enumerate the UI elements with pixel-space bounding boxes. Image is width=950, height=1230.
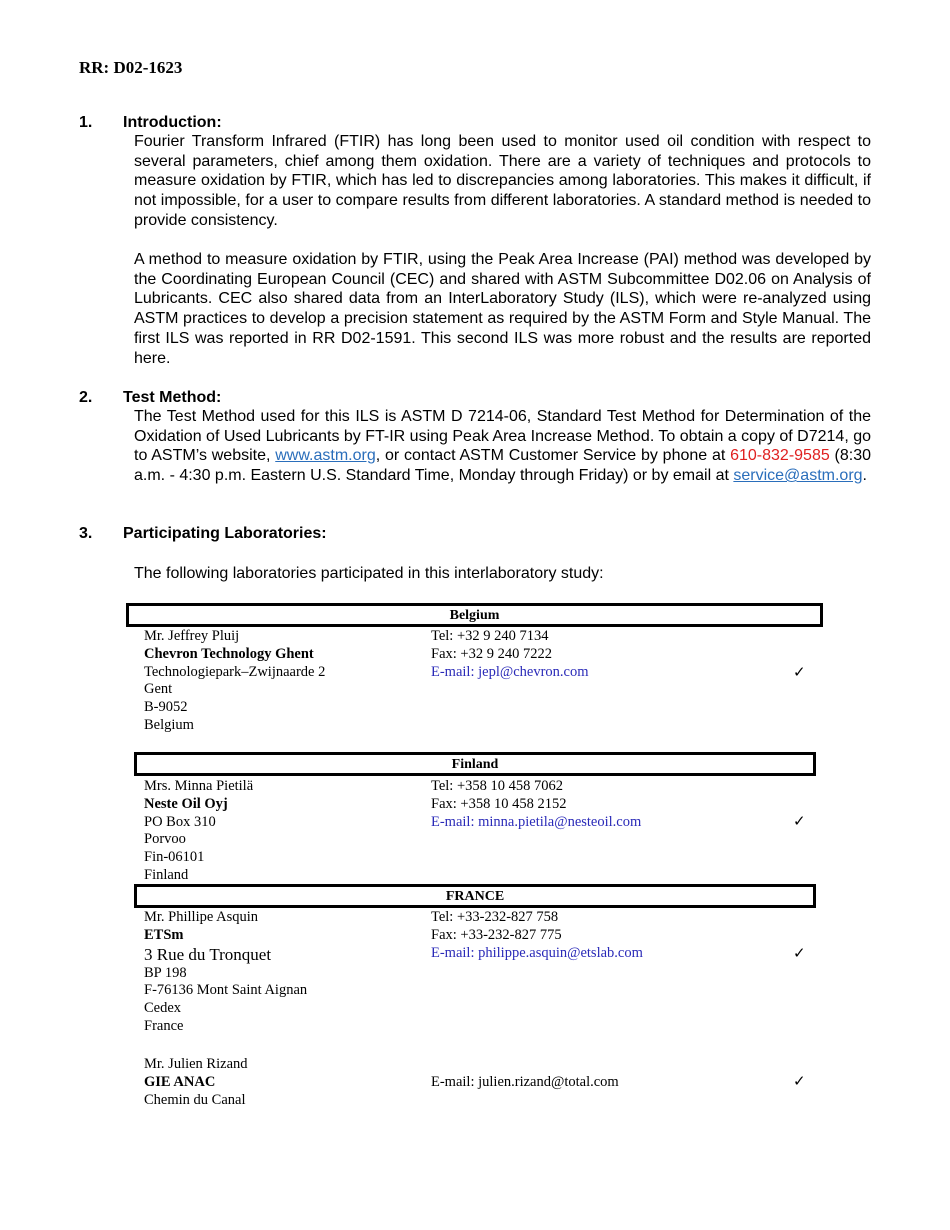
labs-intro: The following laboratories participated in this interlaboratory study: bbox=[134, 565, 604, 582]
country-header-france: FRANCE bbox=[134, 884, 816, 908]
address-line: PO Box 310 bbox=[144, 813, 216, 830]
country-header-belgium: Belgium bbox=[126, 603, 823, 627]
intro-paragraph-1-text: Fourier Transform Infrared (FTIR) has long been used to monitor used oil condition with respect to several parameters, chief among them oxidation. There are a variety of techniques and protocols to measure oxidation by FTIR, which has led to discrepancies among laboratories. This makes it difficult, if not impossible, for a user to compare results from different laboratories. A standard method is needed to provide consistency. bbox=[134, 133, 871, 229]
address-street: 3 Rue du Tronquet bbox=[144, 944, 272, 964]
customer-service-phone: 610-832-9585 bbox=[730, 447, 830, 465]
lab-france-2-address bbox=[144, 1056, 248, 1109]
address-line: France bbox=[144, 1017, 184, 1034]
lab-france-1-address bbox=[144, 909, 307, 1036]
lab-email[interactable]: E-mail: jepl@chevron.com bbox=[431, 663, 589, 680]
address-line: Finland bbox=[144, 866, 189, 883]
section-1-title: Introduction: bbox=[123, 114, 222, 131]
lab-belgium-contact-info bbox=[431, 628, 589, 681]
test-method-text-3: (8:30 a.m. - 4:30 p.m. Eastern U.S. Standard Time, Monday through Friday) or by email at bbox=[134, 447, 872, 485]
lab-finland-address bbox=[144, 778, 253, 885]
lab-france-2-contact-info bbox=[431, 1074, 619, 1092]
check-icon: ✓ bbox=[793, 1072, 806, 1090]
section-3-number: 3. bbox=[79, 525, 93, 542]
document-id: RR: D02-1623 bbox=[79, 58, 183, 77]
address-line: Cedex bbox=[144, 1000, 182, 1017]
service-email-link[interactable]: service@astm.org bbox=[733, 467, 863, 485]
lab-organization: GIE ANAC bbox=[144, 1073, 216, 1090]
address-line: F-76136 Mont Saint Aignan bbox=[144, 982, 308, 999]
lab-email[interactable]: E-mail: philippe.asquin@etslab.com bbox=[431, 944, 643, 961]
lab-fax: Fax: +32 9 240 7222 bbox=[431, 645, 552, 662]
lab-organization: Neste Oil Oyj bbox=[144, 795, 228, 812]
lab-contact: Mr. Julien Rizand bbox=[144, 1056, 248, 1072]
check-icon: ✓ bbox=[793, 812, 806, 830]
lab-organization: ETSm bbox=[144, 926, 184, 943]
lab-contact: Mr. Jeffrey Pluij bbox=[144, 628, 240, 644]
address-line: BP 198 bbox=[144, 964, 187, 981]
lab-organization: Chevron Technology Ghent bbox=[144, 645, 314, 662]
lab-tel: Tel: +32 9 240 7134 bbox=[431, 628, 549, 644]
lab-fax: Fax: +358 10 458 2152 bbox=[431, 795, 567, 812]
address-line: Technologiepark–Zwijnaarde 2 bbox=[144, 663, 326, 680]
section-2-title: Test Method: bbox=[123, 389, 222, 406]
section-2-number: 2. bbox=[79, 389, 93, 406]
section-1-number: 1. bbox=[79, 114, 93, 131]
lab-france-1-contact-info bbox=[431, 909, 643, 962]
lab-finland-contact-info bbox=[431, 778, 641, 831]
intro-paragraph-2 bbox=[134, 250, 871, 368]
lab-contact: Mr. Phillipe Asquin bbox=[144, 909, 259, 925]
check-icon: ✓ bbox=[793, 944, 806, 962]
address-line: Gent bbox=[144, 681, 173, 698]
intro-paragraph-2-text: A method to measure oxidation by FTIR, using the Peak Area Increase (PAI) method was developed by the Coordinating European Council (CEC) and shared with ASTM Subcommittee D02.06 on Analysis of Lubricants. CEC also shared data from an InterLaboratory Study (ILS), which were re-analyzed using ASTM practices to develop a precision statement as required by the ASTM Form and Style Manual. The first ILS was reported in RR D02-1591. This second ILS was more robust and the results are reported here. bbox=[134, 251, 871, 367]
country-header-finland: Finland bbox=[134, 752, 816, 776]
test-method-text-1: The Test Method used for this ILS is ASTM D 7214-06, Standard Test Method for Determination of the Oxidation of Used Lubricants by FT-IR using Peak Area Increase Method. To obtain a copy of D7214, go to ASTM’s website, bbox=[134, 408, 872, 465]
lab-belgium-address bbox=[144, 628, 325, 735]
address-line: Belgium bbox=[144, 716, 194, 733]
lab-email[interactable]: E-mail: minna.pietila@nesteoil.com bbox=[431, 813, 642, 830]
lab-tel: Tel: +33-232-827 758 bbox=[431, 909, 559, 925]
address-line: Chemin du Canal bbox=[144, 1091, 246, 1108]
address-line: Porvoo bbox=[144, 831, 186, 848]
intro-paragraph-1 bbox=[134, 132, 871, 231]
lab-contact: Mrs. Minna Pietilä bbox=[144, 778, 254, 794]
test-method-paragraph bbox=[134, 407, 871, 486]
lab-email[interactable]: E-mail: julien.rizand@total.com bbox=[431, 1074, 619, 1090]
check-icon: ✓ bbox=[793, 663, 806, 681]
test-method-text-2: , or contact ASTM Customer Service by phone at bbox=[375, 447, 731, 465]
lab-fax: Fax: +33-232-827 775 bbox=[431, 926, 562, 943]
section-3-title: Participating Laboratories: bbox=[123, 525, 327, 542]
address-line: B-9052 bbox=[144, 699, 188, 716]
address-line: Fin-06101 bbox=[144, 849, 205, 866]
astm-website-link[interactable]: www.astm.org bbox=[275, 447, 376, 465]
lab-tel: Tel: +358 10 458 7062 bbox=[431, 778, 564, 794]
test-method-text-4: . bbox=[862, 467, 867, 485]
